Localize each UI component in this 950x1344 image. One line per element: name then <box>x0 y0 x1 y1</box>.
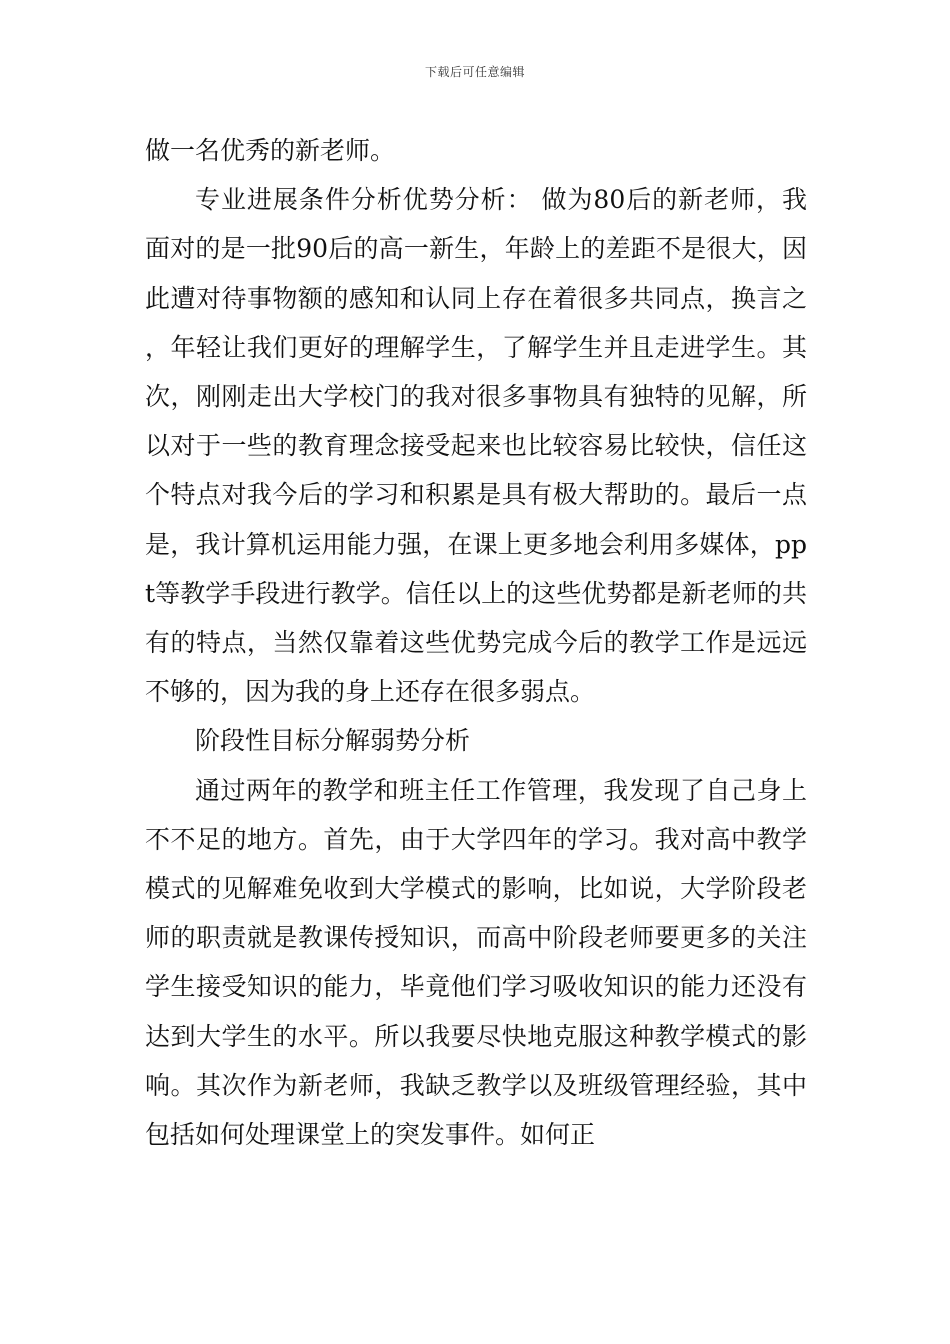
paragraph-3: 通过两年的教学和班主任工作管理，我发现了自己身上不不足的地方。首先，由于大学四年的学习。我对高中教学模式的见解难免收到大学模式的影响，比如说，大学阶段老师的职责就是教课传授知识，而高中阶段老师要更多的关注学生接受知识的能力，毕竟他们学习吸收知识的能力还没有达到大学生的水平。所以我要尽快地克服这种教学模式的影响。其次作为新老师，我缺乏教学以及班级管理经验，其中包括如何处理课堂上的突发事件。如何正 <box>145 775 807 1150</box>
document-body <box>145 126 807 1159</box>
section-heading: 阶段性目标分解弱势分析 <box>195 726 471 756</box>
page-header: 下载后可任意编辑 <box>424 65 525 79</box>
paragraph-2: 专业进展条件分析优势分析： 做为80后的新老师，我面对的是一批90后的高一新生，年龄上的差距不是很大，因此遭对待事物额的感知和认同上存在着很多共同点，换言之，年轻让我们更好的理解学生，了解学生并且走进学生。其次，刚刚走出大学校门的我对很多事物具有独特的见解，所以对于一些的教育理念接受起来也比较容易比较快，信任这个特点对我今后的学习和积累是具有极大帮助的。最后一点是，我计算机运用能力强，在课上更多地会利用多媒体，ppt等教学手段进行教学。信任以上的这些优势都是新老师的共有的特点，当然仅靠着这些优势完成今后的教学工作是远远不够的，因为我的身上还存在很多弱点。 <box>145 185 807 707</box>
paragraph-1: 做一名优秀的新老师。 <box>145 136 396 165</box>
